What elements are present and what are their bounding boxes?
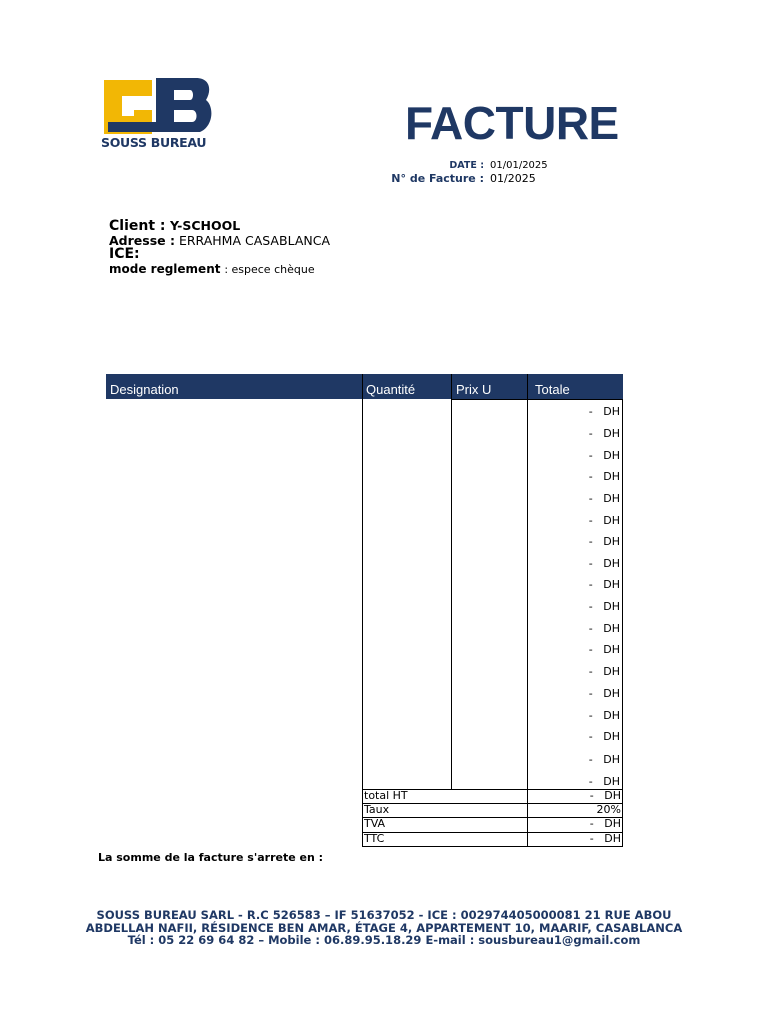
row-total: - DH — [588, 622, 620, 635]
column-divider — [622, 399, 623, 847]
row-total: - DH — [588, 405, 620, 418]
row-total: - DH — [588, 449, 620, 462]
payment-mode-label: mode reglement — [109, 262, 221, 276]
column-header-prix-u: Prix U — [456, 382, 492, 397]
ice-label: ICE: — [109, 246, 140, 262]
taux-value: 20% — [596, 803, 621, 816]
invoice-title: FACTURE — [405, 97, 619, 149]
client-line — [109, 218, 240, 234]
amount-in-words-label: La somme de la facture s'arrete en : — [98, 851, 324, 864]
row-total: - DH — [588, 709, 620, 722]
client-label: Client : — [109, 218, 166, 234]
row-total: - DH — [588, 665, 620, 678]
ttc-value: - DH — [589, 832, 621, 845]
payment-mode-line — [109, 262, 315, 276]
summary-line — [362, 846, 623, 847]
row-total: - DH — [588, 643, 620, 656]
row-total: - DH — [588, 427, 620, 440]
address-label: Adresse : — [109, 233, 175, 248]
row-total: - DH — [588, 492, 620, 505]
column-header-totale: Totale — [535, 382, 570, 397]
row-total: - DH — [588, 775, 620, 788]
column-header-quantite: Quantité — [366, 382, 416, 397]
ttc-label: TTC — [364, 832, 385, 845]
date-value: 01/01/2025 — [490, 160, 548, 171]
row-total: - DH — [588, 470, 620, 483]
row-total: - DH — [588, 753, 620, 766]
column-header-designation: Designation — [110, 382, 179, 397]
tva-label: TVA — [364, 817, 386, 830]
client-value: Y-SCHOOL — [169, 218, 241, 233]
row-total: - DH — [588, 600, 620, 613]
row-total: - DH — [588, 535, 620, 548]
tva-value: - DH — [589, 817, 621, 830]
taux-label: Taux — [364, 803, 390, 816]
address-line — [109, 233, 330, 248]
column-divider — [451, 374, 452, 790]
total-ht-label: total HT — [364, 789, 408, 802]
header-bottom-line — [451, 399, 622, 400]
total-ht-value: - DH — [589, 789, 621, 802]
footer-line-2: ABDELLAH NAFII, RÉSIDENCE BEN AMAR, ÉTAGE 4, APPARTEMENT 10, MAARIF, CASABLANCA — [85, 921, 683, 935]
invoice-number-value: 01/2025 — [490, 172, 536, 185]
footer-line-3: Tél : 05 22 69 64 82 – Mobile : 06.89.95.18.29 E-mail : sousbureau1@gmail.com — [127, 933, 641, 947]
column-divider — [527, 374, 528, 847]
row-total: - DH — [588, 730, 620, 743]
footer-line-1: SOUSS BUREAU SARL - R.C 526583 – IF 51637052 - ICE : 002974405000081 21 RUE ABOU — [96, 908, 672, 922]
payment-mode-value: : espece chèque — [224, 263, 315, 276]
address-value: ERRAHMA CASABLANCA — [178, 233, 330, 248]
column-divider — [362, 374, 363, 847]
row-total: - DH — [588, 557, 620, 570]
row-total: - DH — [588, 687, 620, 700]
invoice-number-label: N° de Facture : — [391, 172, 484, 185]
row-total: - DH — [588, 578, 620, 591]
row-total: - DH — [588, 514, 620, 527]
date-label: DATE : — [449, 160, 484, 171]
logo-text: SOUSS BUREAU — [101, 135, 207, 150]
